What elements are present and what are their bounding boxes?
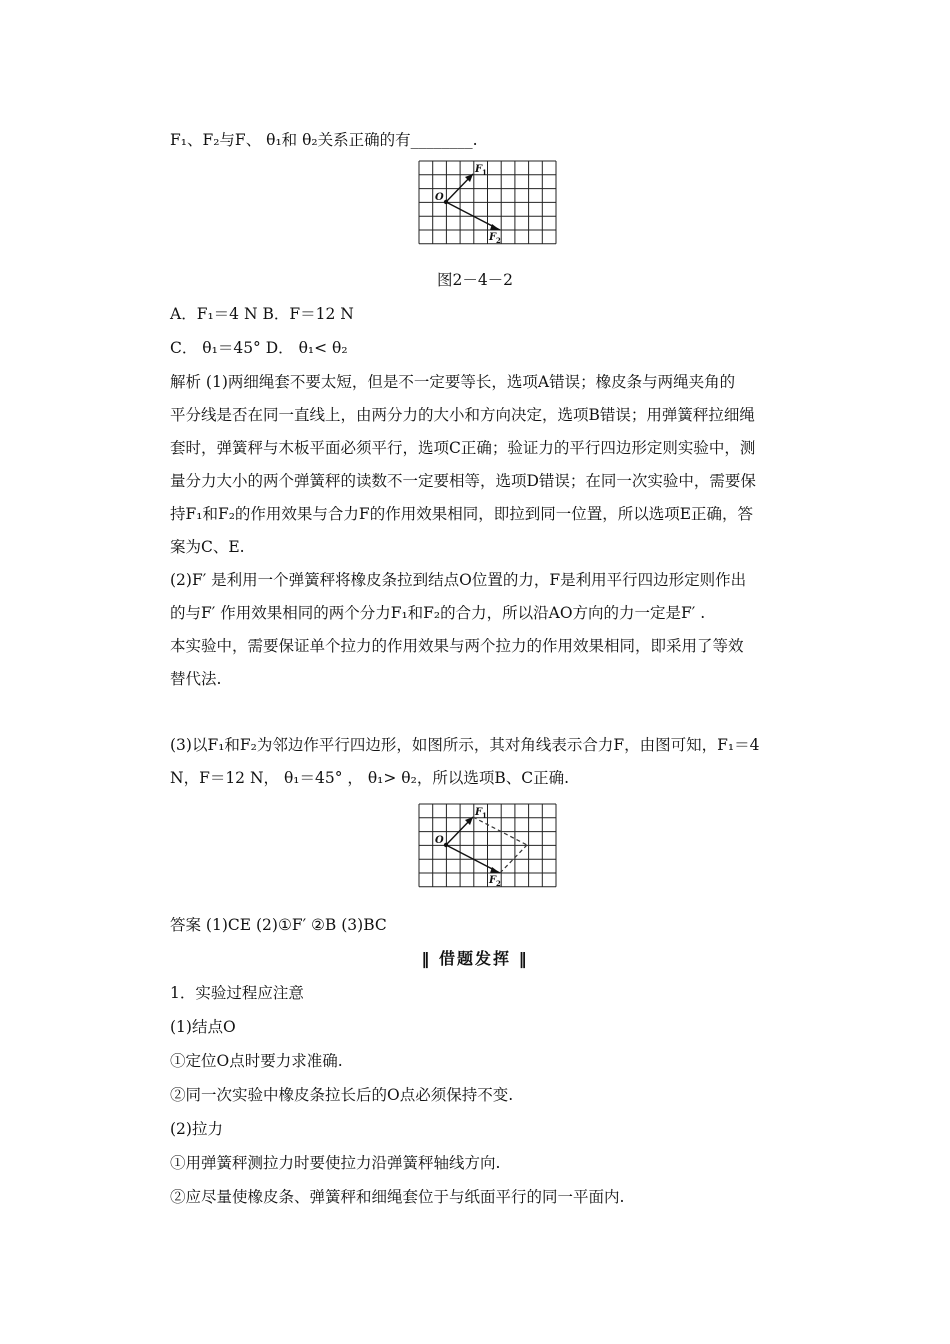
analysis-line: 平分线是否在同一直线上，由两分力的大小和方向决定，选项B错误；用弹簧秤拉细绳: [170, 406, 755, 424]
answer-line: 答案 (1)CE (2)①F′ ②B (3)BC: [170, 916, 387, 934]
analysis-line: 套时，弹簧秤与木板平面必须平行，选项C正确；验证力的平行四边形定则实验中，测: [170, 439, 756, 457]
origin-point: [444, 843, 448, 847]
section-heading: ‖ 借题发挥 ‖: [421, 949, 529, 968]
note-line: ②应尽量使橡皮条、弹簧秤和细绳套位于与纸面平行的同一平面内.: [170, 1188, 625, 1206]
origin-point: [444, 200, 448, 204]
f1-label: F: [475, 807, 483, 818]
analysis-line: 持F₁和F₂的作用效果与合力F的作用效果相同，即拉到同一位置，所以选项E正确，答: [170, 505, 754, 523]
analysis-line: 替代法.: [170, 670, 222, 688]
analysis-line: (3)以F₁和F₂为邻边作平行四边形，如图所示，其对角线表示合力F，由图可知，F₁＝4: [170, 736, 760, 754]
note-line: ①定位O点时要力求准确.: [170, 1052, 343, 1070]
options-line-1: A．F₁＝4 N B．F＝12 N: [170, 305, 354, 323]
analysis-line: 的与F′ 作用效果相同的两个分力F₁和F₂的合力，所以沿AO方向的力一定是F′ .: [170, 604, 706, 622]
f1-label: F: [475, 164, 483, 175]
analysis-line: N，F＝12 N， θ₁＝45° ， θ₁> θ₂，所以选项B、C正确.: [170, 769, 570, 787]
note-line: (1)结点O: [170, 1018, 236, 1036]
analysis-line: 案为C、E.: [170, 538, 245, 556]
parallelogram-dash-top: [473, 817, 527, 845]
f1-subscript: 1: [482, 811, 487, 820]
options-line-2: C． θ₁＝45° D． θ₁< θ₂: [170, 339, 348, 357]
f2-subscript: 2: [496, 879, 501, 888]
analysis-line: 量分力大小的两个弹簧秤的读数不一定要相等，选项D错误；在同一次实验中，需要保: [170, 472, 756, 490]
f2-label: F: [489, 232, 497, 243]
analysis-line: 解析 (1)两细绳套不要太短，但是不一定要等长，选项A错误；橡皮条与两绳夹角的: [170, 373, 736, 391]
figure-caption: 图2－4－2: [436, 271, 514, 289]
force-grid-figure-2: [418, 803, 558, 889]
origin-label: O: [435, 835, 444, 846]
note-line: ①用弹簧秤测拉力时要使拉力沿弹簧秤轴线方向.: [170, 1154, 501, 1172]
note-line: (2)拉力: [170, 1120, 223, 1138]
analysis-line: 本实验中，需要保证单个拉力的作用效果与两个拉力的作用效果相同，即采用了等效: [170, 637, 744, 655]
note-line: 1．实验过程应注意: [170, 984, 304, 1002]
f2-subscript: 2: [496, 236, 501, 245]
origin-label: O: [435, 192, 444, 203]
f2-label: F: [489, 875, 497, 886]
question-line: F₁、F₂与F、 θ₁和 θ₂关系正确的有________.: [170, 131, 478, 149]
analysis-line: (2)F′ 是利用一个弹簧秤将橡皮条拉到结点O位置的力，F是利用平行四边形定则作出: [170, 571, 747, 589]
force-grid-figure-1: [418, 160, 558, 246]
f1-subscript: 1: [482, 168, 487, 177]
note-line: ②同一次实验中橡皮条拉长后的O点必须保持不变.: [170, 1086, 514, 1104]
